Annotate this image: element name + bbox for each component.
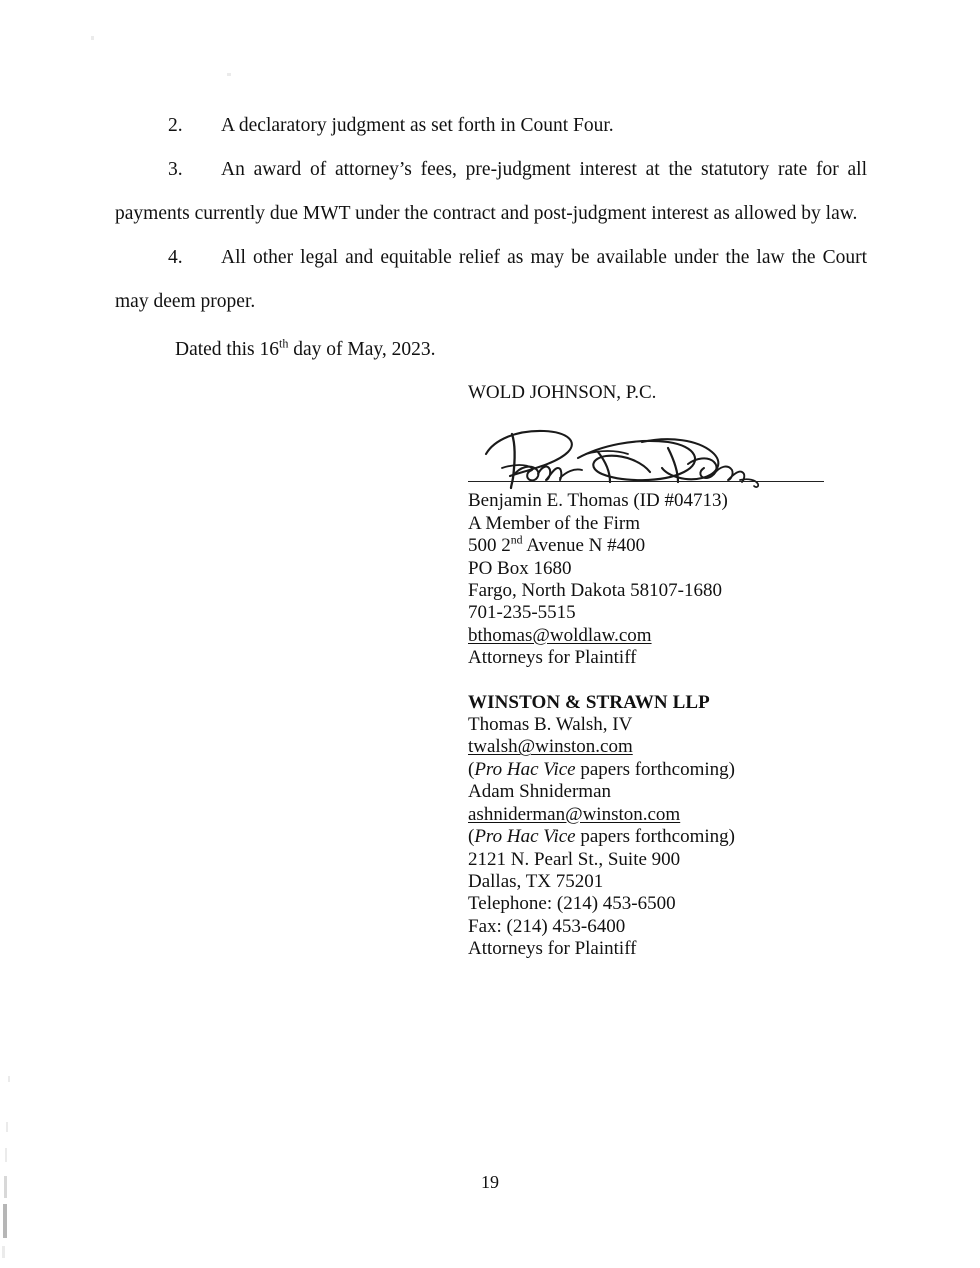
item-number: 4. bbox=[168, 247, 183, 268]
street-suffix: Avenue N #400 bbox=[522, 535, 646, 557]
scan-speckle bbox=[227, 73, 231, 76]
pro-hac-vice-italic: Pro Hac Vice bbox=[474, 758, 576, 780]
scan-speckle bbox=[6, 1122, 8, 1132]
signature-rule bbox=[468, 481, 824, 482]
numbered-item-3 bbox=[115, 148, 867, 236]
item-number: 3. bbox=[168, 159, 183, 180]
cocounsel-fax: Fax: (214) 453-6400 bbox=[468, 915, 626, 937]
email-link-ashniderman[interactable]: ashniderman@winston.com bbox=[468, 803, 681, 825]
email-link-twalsh[interactable]: twalsh@winston.com bbox=[468, 736, 633, 758]
dated-line bbox=[175, 337, 436, 363]
attorney-title: A Member of the Firm bbox=[468, 512, 641, 534]
pro-hac-vice-italic: Pro Hac Vice bbox=[474, 826, 576, 848]
scan-speckle bbox=[5, 1148, 7, 1162]
item-number: 2. bbox=[168, 115, 183, 136]
cocounsel-telephone: Telephone: (214) 453-6500 bbox=[468, 893, 676, 915]
city-state-zip: Fargo, North Dakota 58107-1680 bbox=[468, 580, 723, 602]
paren-open: ( bbox=[468, 826, 475, 848]
attorney-role: Attorneys for Plaintiff bbox=[468, 647, 637, 669]
firm-name-winston-strawn: WINSTON & STRAWN LLP bbox=[468, 691, 710, 713]
attorney-name: Benjamin E. Thomas (ID #04713) bbox=[468, 490, 728, 512]
scan-speckle bbox=[8, 1076, 10, 1082]
firm-name-wold-johnson: WOLD JOHNSON, P.C. bbox=[468, 382, 657, 403]
pro-hac-vice-note-two bbox=[468, 826, 888, 848]
item-text: A declaratory judgment as set forth in Count Four. bbox=[221, 115, 614, 136]
page-number: 19 bbox=[481, 1172, 499, 1192]
dated-prefix: Dated this 16 bbox=[175, 339, 279, 360]
pro-hac-vice-rest: papers forthcoming) bbox=[575, 826, 735, 848]
dated-ordinal: th bbox=[278, 336, 289, 351]
item-text: An award of attorney’s fees, pre-judgment interest at the statutory rate for all payments currently due MWT under the contract and post-judgment interest as allowed by law. bbox=[115, 159, 867, 224]
pro-hac-vice-rest: papers forthcoming) bbox=[575, 758, 735, 780]
cocounsel-role: Attorneys for Plaintiff bbox=[468, 938, 637, 960]
cocounsel-street: 2121 N. Pearl St., Suite 900 bbox=[468, 848, 681, 870]
signature-area bbox=[468, 404, 824, 490]
paren-open: ( bbox=[468, 758, 475, 780]
item-text: All other legal and equitable relief as may be available under the law the Court may deem proper. bbox=[115, 247, 867, 312]
street-address bbox=[468, 535, 888, 557]
cocounsel-attorney-two: Adam Shniderman bbox=[468, 781, 612, 803]
numbered-item-4 bbox=[115, 236, 867, 324]
numbered-item-2 bbox=[115, 104, 867, 148]
street-prefix: 500 2 bbox=[468, 535, 511, 557]
phone-number: 701-235-5515 bbox=[468, 602, 576, 624]
cocounsel-attorney-one: Thomas B. Walsh, IV bbox=[468, 714, 633, 736]
cocounsel-city-state-zip: Dallas, TX 75201 bbox=[468, 870, 604, 892]
scan-speckle bbox=[2, 1246, 5, 1258]
scan-speckle bbox=[3, 1204, 7, 1238]
email-link-bthomas[interactable]: bthomas@woldlaw.com bbox=[468, 624, 652, 646]
dated-suffix: day of May, 2023. bbox=[288, 339, 436, 360]
po-box: PO Box 1680 bbox=[468, 557, 572, 579]
block-spacer bbox=[468, 670, 888, 692]
street-ordinal: nd bbox=[510, 533, 523, 547]
signature-block bbox=[468, 382, 888, 961]
pro-hac-vice-note-one bbox=[468, 759, 888, 781]
document-body bbox=[115, 104, 867, 324]
scan-speckle bbox=[91, 36, 94, 40]
